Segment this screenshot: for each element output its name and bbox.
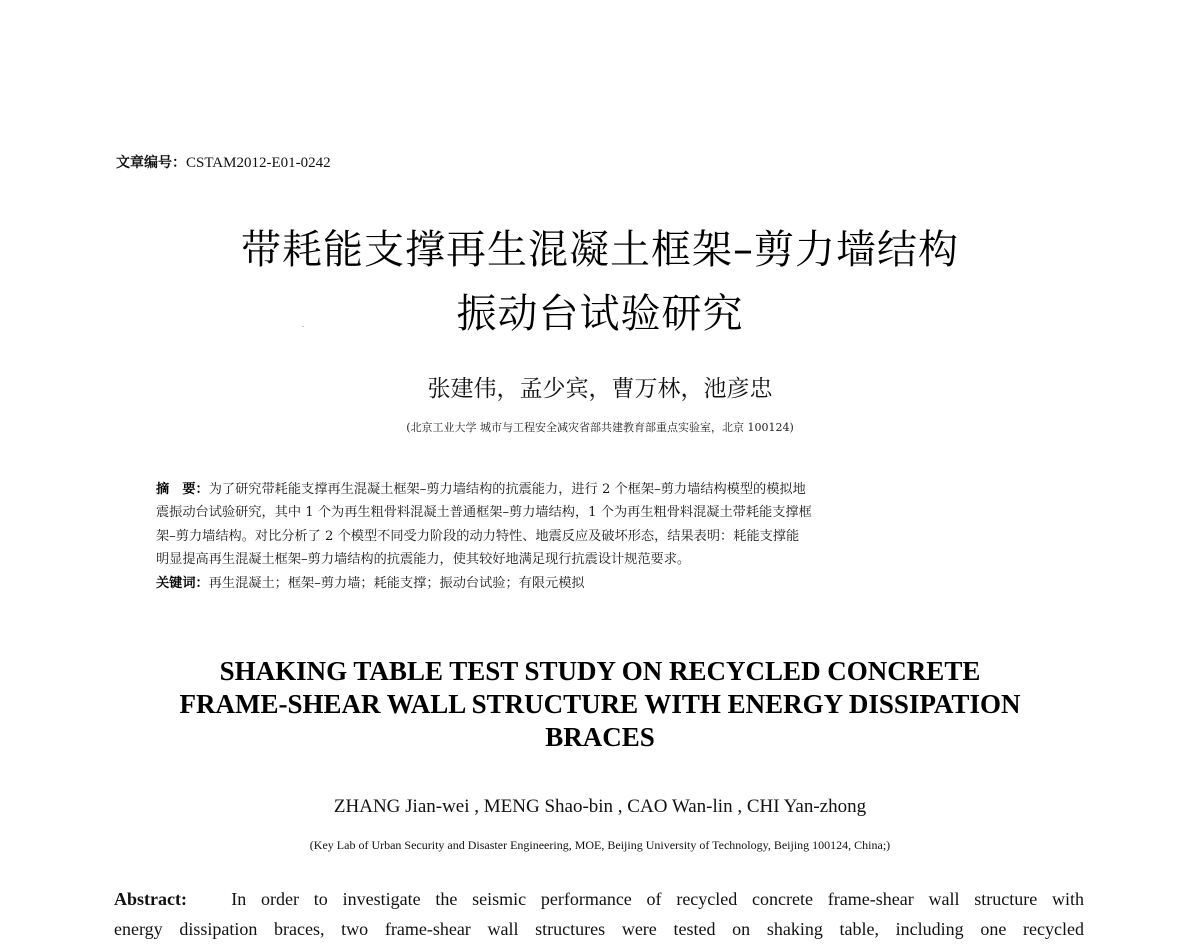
english-abstract xyxy=(114,884,1084,944)
english-authors: ZHANG Jian-wei , MENG Shao-bin , CAO Wan-lin , CHI Yan-zhong xyxy=(333,796,867,817)
english-abstract-label: Abstract: xyxy=(114,889,187,909)
chinese-title-line-2: 振动台试验研究 xyxy=(456,291,744,337)
chinese-keywords-text: 再生混凝土；框架–剪力墙；耗能支撑；振动台试验；有限元模拟 xyxy=(208,575,585,591)
article-number xyxy=(116,152,331,172)
english-title-line-3: BRACES xyxy=(545,722,655,752)
chinese-affiliation: (北京工业大学 城市与工程安全减灾省部共建教育部重点实验室，北京 100124) xyxy=(406,421,794,434)
chinese-authors: 张建伟，孟少宾，曹万林，池彦忠 xyxy=(427,376,773,402)
english-abstract-line xyxy=(114,884,1084,914)
english-title-line-1: SHAKING TABLE TEST STUDY ON RECYCLED CONCRETE xyxy=(219,656,981,686)
chinese-abstract xyxy=(156,478,1056,595)
english-abstract-text: In order to investigate the seismic performance of recycled concrete frame-shear wall structure with xyxy=(231,889,1084,909)
chinese-keywords xyxy=(156,572,1056,595)
english-abstract-line: energy dissipation braces, two frame-shear wall structures were tested on shaking table, including one recycled xyxy=(114,919,1084,939)
scan-speck xyxy=(302,326,304,327)
english-affiliation: (Key Lab of Urban Security and Disaster Engineering, MOE, Beijing University of Technology, Beijing 100124, China;) xyxy=(309,838,891,852)
chinese-abstract-line xyxy=(156,478,1056,501)
english-title-line-2: FRAME-SHEAR WALL STRUCTURE WITH ENERGY DISSIPATION xyxy=(179,689,1021,719)
article-number-value: CSTAM2012-E01-0242 xyxy=(186,155,331,171)
chinese-abstract-label: 摘 要： xyxy=(156,482,209,497)
chinese-abstract-line: 震振动台试验研究，其中 1 个为再生粗骨料混凝土普通框架–剪力墙结构，1 个为再生粗骨料混凝土带耗能支撑框 xyxy=(156,505,812,521)
chinese-abstract-text: 为了研究带耗能支撑再生混凝土框架–剪力墙结构的抗震能力，进行 2 个框架–剪力墙结构模型的模拟地 xyxy=(208,482,806,497)
chinese-title-line-1: 带耗能支撑再生混凝土框架–剪力墙结构 xyxy=(241,227,959,273)
article-number-label: 文章编号： xyxy=(116,155,186,171)
chinese-abstract-line: 明显提高再生混凝土框架–剪力墙结构的抗震能力，使其较好地满足现行抗震设计规范要求。 xyxy=(156,552,691,568)
chinese-abstract-line: 架–剪力墙结构。对比分析了 2 个模型不同受力阶段的动力特性、地震反应及破坏形态，结果表明：耗能支撑能 xyxy=(156,528,800,544)
chinese-keywords-label: 关键词： xyxy=(156,575,209,591)
